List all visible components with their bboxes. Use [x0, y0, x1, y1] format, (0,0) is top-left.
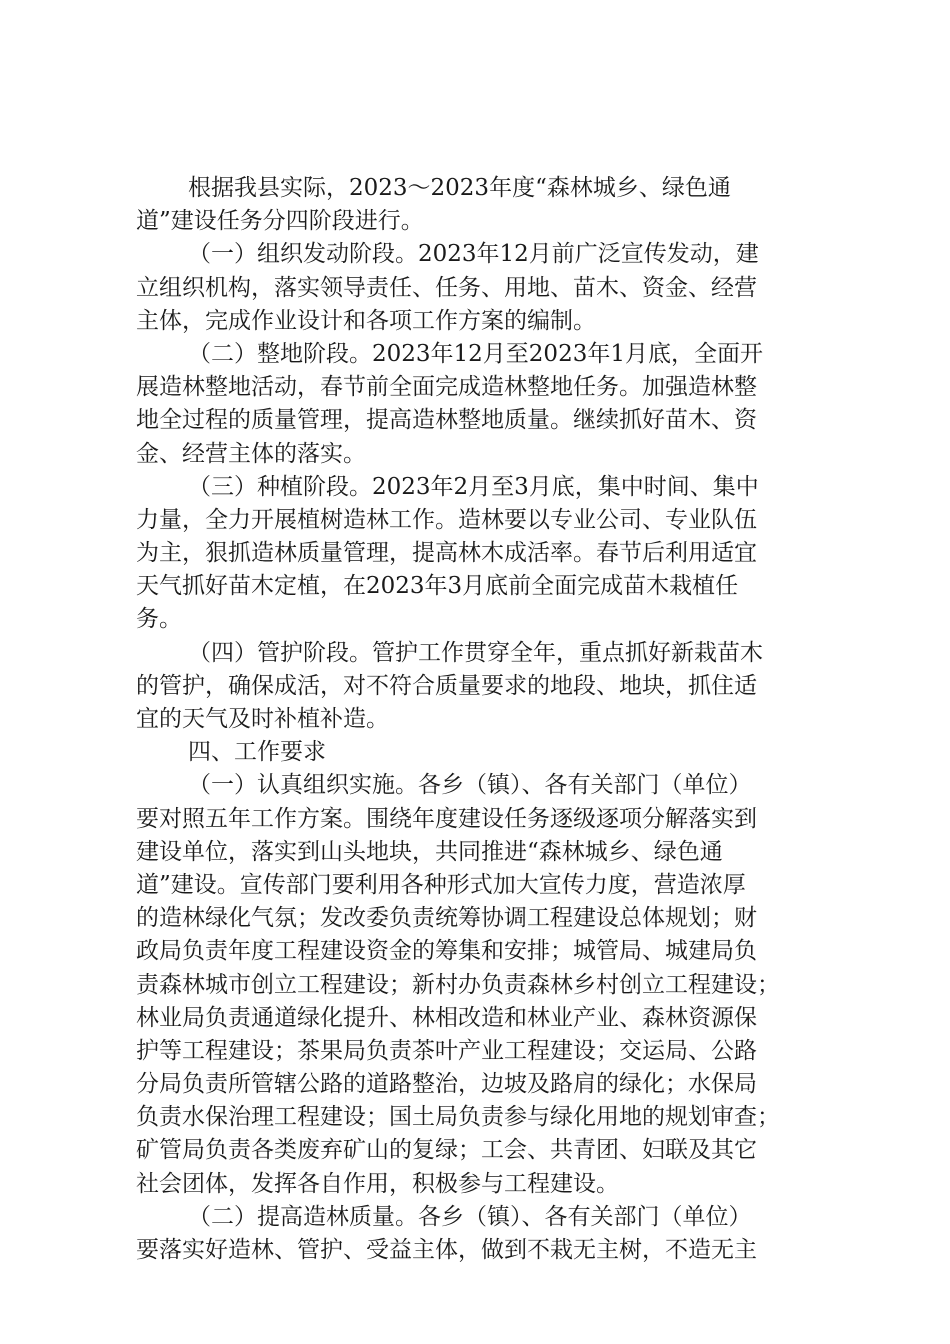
text-line: 展造林整地活动，春节前全面完成造林整地任务。加强造林整	[136, 374, 757, 401]
text-line: 主体，完成作业设计和各项工作方案的编制。	[136, 307, 596, 334]
paragraph-intro	[136, 172, 828, 238]
text-line: 矿管局负责各类废弃矿山的复绿；工会、共青团、妇联及其它	[136, 1137, 757, 1164]
text-line: 的管护，确保成活，对不符合质量要求的地段、地块，抓住适	[136, 672, 757, 699]
section-heading: 四、工作要求	[188, 739, 326, 766]
text-line: （三）种植阶段。2023年2月至3月底，集中时间、集中	[188, 473, 759, 500]
text-line: 务。	[136, 606, 182, 633]
paragraph-requirement-2	[136, 1201, 828, 1267]
text-line: 为主，狠抓造林质量管理，提高林木成活率。春节后利用适宜	[136, 540, 757, 567]
text-line: 要对照五年工作方案。围绕年度建设任务逐级逐项分解落实到	[136, 805, 757, 832]
text-line: 政局负责年度工程建设资金的筹集和安排；城管局、城建局负	[136, 938, 757, 965]
text-line: 道”建设任务分四阶段进行。	[136, 208, 424, 235]
text-line: 建设单位，落实到山头地块，共同推进“森林城乡、绿色通	[136, 838, 723, 865]
text-line: 根据我县实际，2023～2023年度“森林城乡、绿色通	[188, 175, 731, 201]
text-line: 责森林城市创立工程建设；新村办负责森林乡村创立工程建设；	[136, 971, 780, 998]
text-line: 的造林绿化气氛；发改委负责统筹协调工程建设总体规划；财	[136, 905, 757, 932]
paragraph-stage-3	[136, 471, 828, 637]
text-line: （二）整地阶段。2023年12月至2023年1月底，全面开	[188, 340, 763, 367]
text-line: 负责水保治理工程建设；国土局负责参与绿化用地的规划审查；	[136, 1104, 780, 1131]
text-line: 宜的天气及时补植补造。	[136, 706, 389, 732]
text-line: 林业局负责通道绿化提升、林相改造和林业产业、森林资源保	[136, 1004, 757, 1031]
section-heading-work-requirements	[136, 736, 828, 769]
text-line: 力量，全力开展植树造林工作。造林要以专业公司、专业队伍	[136, 506, 757, 533]
text-line: 天气抓好苗木定植，在2023年3月底前全面完成苗木栽植任	[136, 573, 739, 600]
text-line: （一）认真组织实施。各乡（镇）、各有关部门（单位）	[188, 772, 752, 799]
text-line: （四）管护阶段。管护工作贯穿全年，重点抓好新栽苗木	[188, 639, 763, 666]
paragraph-requirement-1	[136, 769, 828, 1200]
text-line: 社会团体，发挥各自作用，积极参与工程建设。	[136, 1170, 619, 1197]
text-line: 道”建设。宣传部门要利用各种形式加大宣传力度，营造浓厚	[136, 871, 746, 898]
text-line: （二）提高造林质量。各乡（镇）、各有关部门（单位）	[188, 1203, 752, 1230]
paragraph-stage-4	[136, 637, 828, 737]
paragraph-stage-2	[136, 338, 828, 471]
document-body	[136, 172, 828, 1267]
text-line: 立组织机构，落实领导责任、任务、用地、苗木、资金、经营	[136, 274, 757, 301]
text-line: （一）组织发动阶段。2023年12月前广泛宣传发动，建	[188, 241, 759, 268]
text-line: 要落实好造林、管护、受益主体，做到不栽无主树，不造无主	[136, 1237, 757, 1263]
text-line: 护等工程建设；茶果局负责茶叶产业工程建设；交运局、公路	[136, 1037, 757, 1064]
text-line: 金、经营主体的落实。	[136, 440, 366, 467]
paragraph-stage-1	[136, 238, 828, 338]
text-line: 分局负责所管辖公路的道路整治，边坡及路肩的绿化；水保局	[136, 1071, 757, 1098]
text-line: 地全过程的质量管理，提高造林整地质量。继续抓好苗木、资	[136, 407, 757, 434]
